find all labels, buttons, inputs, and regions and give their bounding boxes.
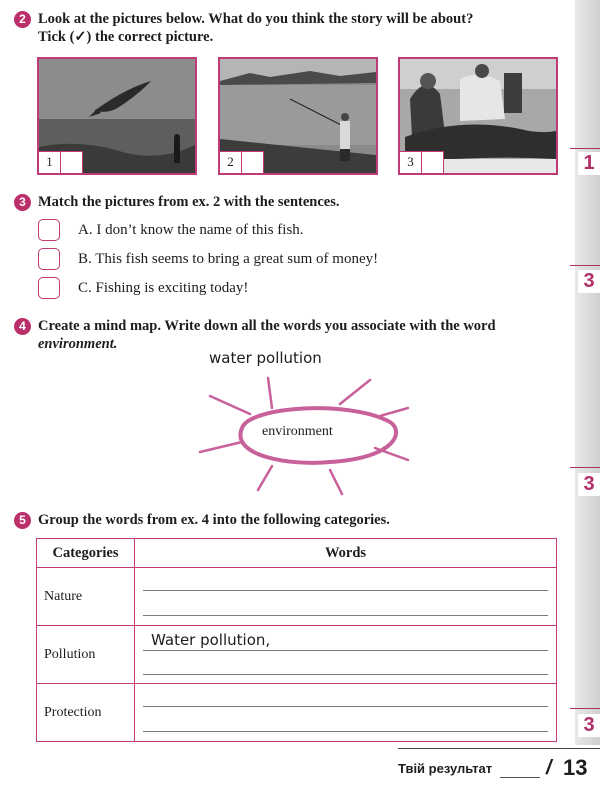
result-total: 13 xyxy=(563,755,588,780)
exercise-4-line2: environment. xyxy=(38,336,118,352)
exercise-4-line1: Create a mind map. Write down all the words you associate with the word xyxy=(38,318,496,334)
picture-1-label: 1 xyxy=(39,151,61,173)
header-categories: Categories xyxy=(37,539,135,568)
sentence-a-answer-box[interactable] xyxy=(38,219,60,241)
mind-map-center-word: environment xyxy=(262,424,333,439)
picture-2-checkbox[interactable] xyxy=(242,151,264,173)
score-divider xyxy=(570,265,600,266)
result-label: Твій результат xyxy=(398,761,493,776)
result-footer xyxy=(398,748,600,790)
writing-line xyxy=(143,650,548,651)
sentence-c: C. Fishing is exciting today! xyxy=(78,280,249,296)
score-ex3: 3 xyxy=(578,270,600,293)
picture-2-tick-box xyxy=(220,151,264,173)
category-protection: Protection xyxy=(37,684,135,742)
score-divider xyxy=(570,148,600,149)
table-row xyxy=(37,626,557,684)
writing-line xyxy=(143,615,548,616)
writing-line xyxy=(143,731,548,732)
picture-1-shark[interactable] xyxy=(37,57,197,175)
picture-3-checkbox[interactable] xyxy=(422,151,444,173)
score-divider xyxy=(570,708,600,709)
exercise-2-line2: Tick (✓) the correct picture. xyxy=(38,29,214,45)
page-edge-strip xyxy=(575,0,600,745)
score-ex4: 3 xyxy=(578,473,600,496)
score-ex2: 1 xyxy=(578,152,600,175)
exercise-3-instruction: Match the pictures from ex. 2 with the sentences. xyxy=(38,194,340,210)
exercise-5-instruction: Group the words from ex. 4 into the following categories. xyxy=(38,512,390,528)
table-header-row xyxy=(37,539,557,568)
words-pollution-cell[interactable] xyxy=(135,626,557,684)
sentence-b: B. This fish seems to bring a great sum of money! xyxy=(78,251,379,267)
table-row xyxy=(37,684,557,742)
sentence-c-answer-box[interactable] xyxy=(38,277,60,299)
exercise-3-number: 3 xyxy=(14,194,31,211)
mind-map-ray xyxy=(258,466,272,490)
picture-1-tick-box xyxy=(39,151,83,173)
header-words: Words xyxy=(135,539,557,568)
mind-map-ray xyxy=(210,396,250,414)
writing-line xyxy=(143,674,548,675)
picture-2-label: 2 xyxy=(220,151,242,173)
exercise-4-number: 4 xyxy=(14,318,31,335)
writing-line xyxy=(143,590,548,591)
mind-map-ray xyxy=(200,442,242,452)
words-protection-cell[interactable] xyxy=(135,684,557,742)
picture-3-tick-box xyxy=(400,151,444,173)
picture-3-label: 3 xyxy=(400,151,422,173)
sentence-a: A. I don’t know the name of this fish. xyxy=(78,222,304,238)
category-nature: Nature xyxy=(37,568,135,626)
picture-1-checkbox[interactable] xyxy=(61,151,83,173)
score-divider xyxy=(570,467,600,468)
words-nature-cell[interactable] xyxy=(135,568,557,626)
handwritten-pollution-words: Water pollution, xyxy=(151,631,271,649)
category-pollution: Pollution xyxy=(37,626,135,684)
handwritten-water-pollution: water pollution xyxy=(209,349,322,367)
sentence-b-answer-box[interactable] xyxy=(38,248,60,270)
result-slash: / xyxy=(546,757,552,779)
table-row xyxy=(37,568,557,626)
exercise-2-instruction xyxy=(38,10,568,46)
mind-map-ray xyxy=(268,378,272,408)
picture-3-catch[interactable] xyxy=(398,57,558,175)
mind-map-ray xyxy=(340,380,370,404)
writing-line xyxy=(143,706,548,707)
mind-map-ray xyxy=(330,470,342,494)
picture-2-fisherman[interactable] xyxy=(218,57,378,175)
exercise-2-number: 2 xyxy=(14,11,31,28)
categories-table xyxy=(36,538,557,742)
result-input-line[interactable] xyxy=(500,777,540,778)
score-ex5: 3 xyxy=(578,714,600,737)
exercise-5-number: 5 xyxy=(14,512,31,529)
exercise-2-line1: Look at the pictures below. What do you think the story will be about? xyxy=(38,11,474,27)
exercise-4-instruction xyxy=(38,317,568,353)
mind-map-ray xyxy=(380,408,408,416)
